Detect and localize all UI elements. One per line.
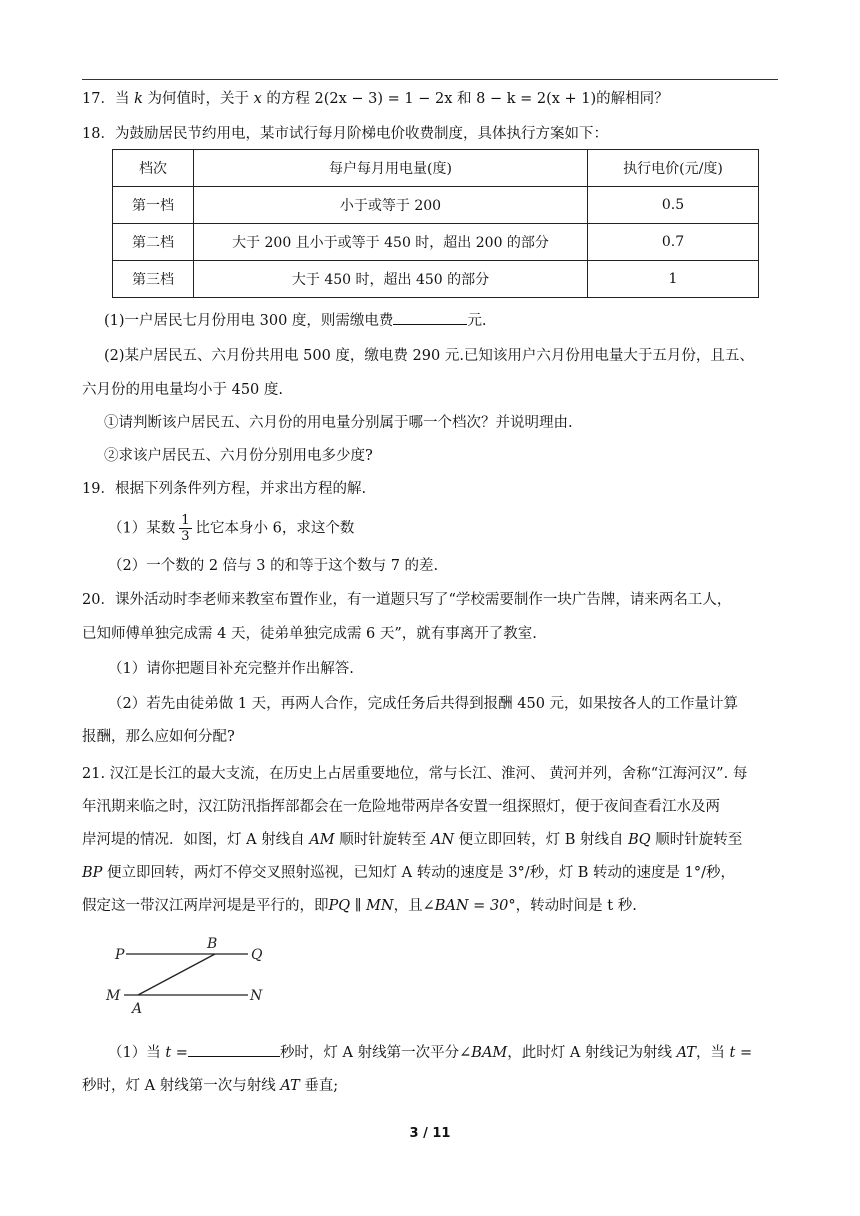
math-t: t = [729,1045,753,1061]
math-t: t = [165,1045,188,1061]
text: 假定这一带汉江两岸河堤是平行的，即 [82,898,329,914]
question-17 [82,89,669,109]
fraction [179,513,191,544]
question-18-part-2-cont: 六月份的用电量均小于 450 度. [82,382,284,398]
math-angle: ∠BAN = 30° [422,898,516,914]
table-row [113,261,759,298]
text: 便立即回转，两灯不停交叉照射巡视，已知灯 A 转动的速度是 3°/秒，灯 B 转动的速度是 1°/秒， [107,865,736,881]
table-header: 执行电价(元/度) [588,150,759,187]
label-A: A [132,1001,143,1017]
table-cell: 大于 450 时，超出 450 的部分 [194,261,588,298]
fraction-numerator: 1 [181,513,190,528]
table-cell: 第一档 [113,187,194,224]
text: 秒时，灯 A 射线第一次平分 [279,1045,460,1061]
question-number: 17． [82,91,115,107]
text: 垂直; [304,1078,339,1094]
table-cell: 0.5 [588,187,759,224]
equation-1: 2(2x − 3) = 1 − 2x [314,91,453,107]
math-k: k [134,91,143,107]
table-cell: 第三档 [113,261,194,298]
text: 比它本身小 6，求这个数 [195,520,355,537]
label-M: M [106,988,121,1004]
question-18-sub-1: ①请判断该户居民五、六月份的用电量分别属于哪一个档次？并说明理由. [104,415,573,431]
table-row [113,224,759,261]
question-21-line-2: 年汛期来临之时，汉江防汛指挥部都会在一危险地带两岸各安置一组探照灯，便于夜间查看江水及两 [82,799,720,815]
label-P: P [115,947,125,963]
math-AT: AT [676,1045,696,1061]
text: 顺时针旋转至 [339,832,427,848]
question-18-sub-2: ②求该户居民五、六月份分别用电多少度? [104,448,373,464]
question-19-part-1 [108,513,354,544]
segment-AB [138,954,215,995]
table-row [113,187,759,224]
question-21-line-4 [82,863,735,883]
table-cell: 1 [588,261,759,298]
text: ，且 [393,898,423,914]
header-rule [82,79,778,80]
question-19-part-2: （2）一个数的 2 倍与 3 的和等于这个数与 7 的差. [108,558,439,574]
table-header-row [113,150,759,187]
math-parallel: PQ ∥ MN [328,898,394,914]
text: （1）当 [108,1045,161,1061]
table-header: 每户每月用电量(度) [194,150,588,187]
answer-blank[interactable] [393,310,467,325]
text: ，当 [695,1045,725,1061]
text: 便立即回转，灯 B 射线自 [458,832,624,848]
math-x: x [253,91,262,107]
answer-blank[interactable] [188,1042,280,1057]
question-21-line-3 [82,830,742,850]
question-21-line-5 [82,896,637,916]
electricity-price-table [112,149,759,298]
text: ，转动时间是 t 秒. [515,898,637,914]
equation-2: 8 − k = 2(x + 1) [476,91,597,107]
question-19-intro: 19．根据下列条件列方程，并求出方程的解. [82,481,367,497]
question-18-part-1 [104,310,487,331]
text: (1)一户居民七月份用电 300 度，则需缴电费 [104,313,394,329]
page-number: 3 / 11 [409,1126,451,1141]
label-N: N [250,988,263,1004]
table-cell: 第二档 [113,224,194,261]
question-20-part-1: （1）请你把题目补充完整并作出解答. [108,661,354,677]
question-21-part-1-cont [82,1076,338,1096]
parallel-lines-figure [100,935,280,1020]
text: 岸河堤的情况．如图，灯 A 射线自 [82,832,305,848]
text: 和 [457,91,472,107]
math-BP: BP [82,865,103,881]
fraction-denominator: 3 [181,529,190,544]
label-B: B [207,936,218,952]
text: ，此时灯 A 射线记为射线 [507,1045,672,1061]
text: 的方程 [266,91,310,107]
table-cell: 0.7 [588,224,759,261]
question-18-intro: 18．为鼓励居民节约用电，某市试行每月阶梯电价收费制度，具体执行方案如下： [82,126,608,142]
text: 为何值时，关于 [147,91,249,107]
text: 的解相同？ [596,91,669,107]
question-21-part-1 [108,1042,752,1063]
table-cell: 大于 200 且小于或等于 450 时，超出 200 的部分 [194,224,588,261]
text: 顺时针旋转至 [655,832,743,848]
table-header: 档次 [113,150,194,187]
math-AM: AM [309,832,335,848]
text: 当 [114,91,130,107]
math-angle-BAM: ∠BAM [459,1045,508,1061]
math-AN: AN [430,832,455,848]
question-20-line-2: 已知师傅单独完成需 4 天，徒弟单独完成需 6 天”，就有事离开了教室. [82,626,537,642]
question-20-part-2: （2）若先由徒弟做 1 天，再两人合作，完成任务后共得到报酬 450 元，如果按各人的工作量计算 [108,696,739,712]
question-20-part-2-cont: 报酬，那么应如何分配? [82,729,235,745]
text: 秒时，灯 A 射线第一次与射线 [82,1078,276,1094]
text: （1）某数 [108,520,176,537]
label-Q: Q [251,947,263,963]
math-BQ: BQ [628,832,651,848]
question-18-part-2: (2)某户居民五、六月份共用电 500 度，缴电费 290 元.已知该用户六月份用电量大于五月份，且五、 [104,348,754,364]
table-cell: 小于或等于 200 [194,187,588,224]
text: 元. [467,313,487,329]
question-20-line-1: 20．课外活动时李老师来教室布置作业，有一道题只写了“学校需要制作一块广告牌，请来两名工人， [82,592,732,608]
question-21-line-1: 21. 汉江是长江的最大支流，在历史上占居重要地位，常与长江、淮河、 黄河并列，舍称“江海河汉”. 每 [82,766,748,782]
math-AT: AT [280,1078,300,1094]
